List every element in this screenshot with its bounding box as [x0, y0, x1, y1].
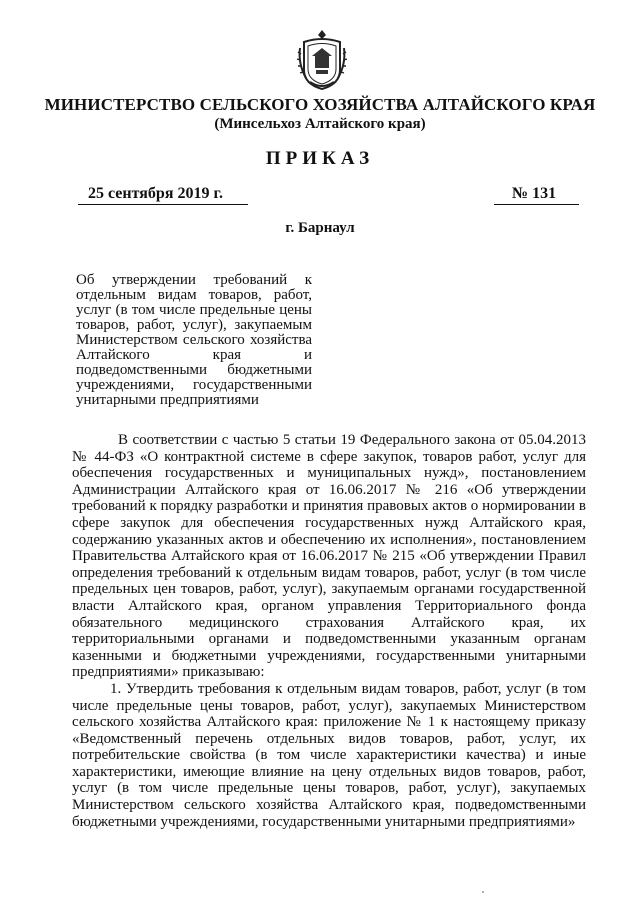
document-number	[494, 184, 579, 205]
document-type: ПРИКАЗ	[265, 148, 375, 169]
document-date-text: 25 сентября 2019 г.	[88, 185, 223, 202]
ministry-name: МИНИСТЕРСТВО СЕЛЬСКОГО ХОЗЯЙСТВА АЛТАЙСКОГО КРАЯ	[44, 95, 596, 114]
scan-speck	[482, 891, 484, 893]
document-body	[72, 432, 586, 830]
document-subject: Об утверждении требований к отдельным видам товаров, работ, услуг (в том числе предельные цены товаров, работ, услуг), закупаемым Министерством сельского хозяйства Алтайского края и подведомственными бюджетными учреждениями, государственными унитарными предприятиями	[76, 272, 312, 408]
body-paragraph-2: 1. Утвердить требования к отдельным видам товаров, работ, услуг (в том числе предельные цены товаров, работ, услуг), закупаемых Министерством сельского хозяйства Алтайского края: приложение № 1 к настоящему приказу «Ведомственный перечень отдельных видов товаров, работ, услуг, их потребительские свойства (в том числе характеристики качества) и иные характеристики, имеющие влияние на цену отдельных видов товаров, работ, услуг (в том числе предельные цены товаров, работ, услуг), закупаемых Министерством сельского хозяйства Алтайского края, подведомственными бюджетными учреждениями, государственными унитарными предприятиями»	[72, 680, 586, 830]
body-paragraph-1: В соответствии с частью 5 статьи 19 Федерального закона от 05.04.2013 № 44-ФЗ «О контрактной системе в сфере закупок, товаров работ, услуг для обеспечения государственных и муниципальных нужд», постановлением Администрации Алтайского края от 16.06.2017 № 216 «Об утверждении требований к порядку разработки и принятия правовых актов о нормировании в сфере закупок для обеспечения государственных нужд Алтайского края, содержанию указанных актов и обеспечению их исполнения», постановлением Правительства Алтайского края от 16.06.2017 № 215 «Об утверждении Правил определения требований к отдельным видам товаров, работ, услуг (в том числе предельных цен товаров, работ, услуг), закупаемым органами государственной власти Алтайского края, органом управления Территориального фонда обязательного медицинского страхования Алтайского края, их территориальными органами и подведомственными указанным органам казенными и бюджетными учреждениями, государственными унитарными предприятиями» приказываю:	[72, 432, 586, 681]
document-city: г. Барнаул	[285, 220, 355, 236]
document-number-text: № 131	[512, 185, 557, 202]
document-date	[78, 184, 248, 205]
ministry-short-name: (Минсельхоз Алтайского края)	[214, 116, 426, 132]
coat-of-arms-icon	[296, 26, 348, 92]
